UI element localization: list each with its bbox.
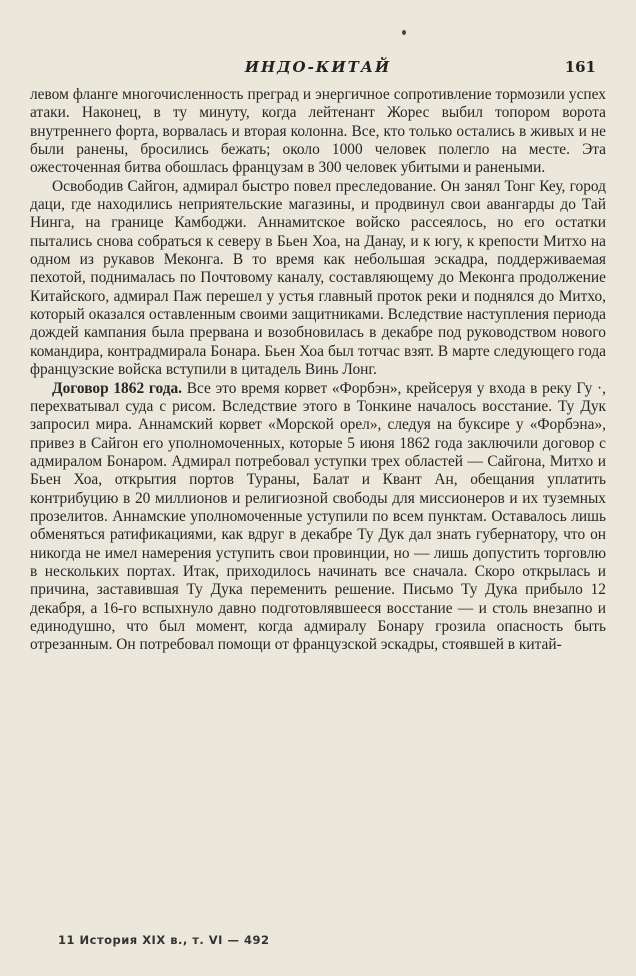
ink-speck (402, 30, 406, 35)
footer-signature: 11 История XIX в., т. VI — 492 (58, 933, 270, 947)
paragraph-1: левом фланге многочисленность преград и энергичное сопротивление тормозили успех атаки. Наконец, в ту минуту, когда лейтенант Жорес выбил топором ворота внутреннего форта, ворвалась и вторая колонна. Все, кто только остались в живых и не были ранены, бросились бежать; около 1000 человек полегло на месте. Эта ожесточенная битва обошлась французам в 300 человек убитыми и ранеными. (30, 86, 606, 177)
paragraph-2: Освободив Сайгон, адмирал быстро повел преследование. Он занял Тонг Кеу, город даци, где находились неприятельские магазины, и продвинул свои авангарды до Тай Нинга, на границе Камбоджи. Аннамитское войско рассеялось, но его остатки пытались снова собраться к северу в Бьен Хоа, на Данау, и к югу, к крепости Митхо на одном из рукавов Меконга. В то время как небольшая эскадра, поддерживаемая пехотой, поднималась по Почтовому каналу, составляющему до Меконга продолжение Китайского, адмирал Паж перешел у устья главный проток реки и поднялся до Митхо, который оказался оставленным своими защитниками. Вследствие наступления периода дождей кампания была прервана и возобновилась в декабре под руководством нового командира, контрадмирала Бонара. Бьен Хоа был тотчас взят. В марте следующего года французские войска вступили в цитадель Винь Лонг. (30, 177, 606, 379)
page-body (30, 86, 606, 655)
page-number: 161 (564, 58, 596, 76)
section-paragraph (30, 380, 606, 655)
running-title: ИНДО-КИТАЙ (244, 58, 392, 76)
section-title: Договор 1862 года. (52, 379, 183, 397)
page-header (30, 58, 606, 86)
section-text: Все это время корвет «Форбэн», крейсеруя у входа в реку Гу ·, перехватывал суда с рисом. Вследствие этого в Тонкине началось восстание. Ту Дук запросил мира. Аннамский корвет «Морской орел», следуя на буксире у «Форбэна», привез в Сайгон его уполномоченных, которые 5 июня 1862 года заключили договор с адмиралом Бонаром. Адмирал потребовал уступки трех областей — Сайгона, Митхо и Бьен Хоа, открытия портов Тураны, Балат и Квант Ан, обещания уплатить контрибуцию в 20 миллионов и религиозной свободы для миссионеров и их туземных прозелитов. Аннамские уполномоченные уступили по всем пунктам. Оставалось лишь обменяться ратификациями, как вдруг в декабре Ту Дук дал знать губернатору, что он никогда не имел намерения уступить свои провинции, но — лишь допустить торговлю в нескольких портах. Итак, приходилось начинать все сначала. Скоро открылась и причина, заставившая Ту Дука переменить решение. Письмо Ту Дука прибыло 12 декабря, а 16-го вспыхнуло давно подготовлявшееся восстание — и столь внезапно и единодушно, что был момент, когда адмиралу Бонару грозила опасность быть отрезанным. Он потребовал помощи от французской эскадры, стоявшей в китай- (30, 379, 606, 654)
